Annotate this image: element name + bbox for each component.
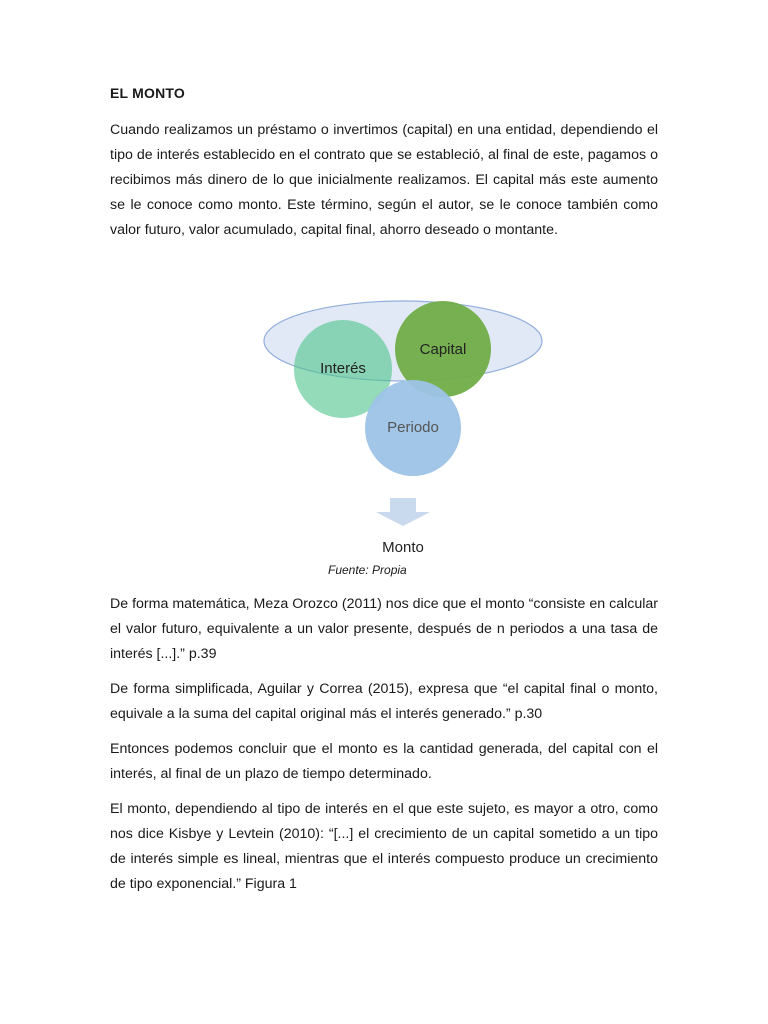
monto-diagram — [0, 290, 768, 590]
interes-label: Interés — [320, 360, 366, 377]
capital-label: Capital — [419, 341, 467, 358]
paragraph-meza: De forma matemática, Meza Orozco (2011) nos dice que el monto “consiste en calcular el valor futuro, equivalente a un valor presente, después de n periodos a una tasa de interés [...].” p.39 — [110, 596, 658, 662]
figure-caption: Fuente: Propia — [328, 563, 407, 577]
paragraph-kisbye: El monto, dependiendo al tipo de interés en el que este sujeto, es mayor a otro, como nos dice Kisbye y Levtein (2010): “[...] el crecimiento de un capital sometido a un tipo de interés simple es lineal, mientras que el interés compuesto produce un crecimiento de tipo exponencial.” Figura 1 — [110, 801, 658, 892]
monto-label: Monto — [382, 539, 424, 556]
paragraph-aguilar: De forma simplificada, Aguilar y Correa (2015), expresa que “el capital final o monto, equivale a la suma del capital original más el interés generado.” p.30 — [110, 681, 658, 722]
periodo-label: Periodo — [387, 419, 439, 436]
paragraph-conclusion: Entonces podemos concluir que el monto es la cantidad generada, del capital con el interés, al final de un plazo de tiempo determinado. — [110, 741, 658, 782]
paragraph-intro: Cuando realizamos un préstamo o invertimos (capital) en una entidad, dependiendo el tipo de interés establecido en el contrato que se estableció, al final de este, pagamos o recibimos más dinero de lo que inicialmente realizamos. El capital más este aumento se le conoce como monto. Este término, según el autor, se le conoce también como valor futuro, valor acumulado, capital final, ahorro deseado o montante. — [110, 122, 658, 238]
section-heading: EL MONTO — [110, 85, 185, 101]
down-arrow-icon — [376, 498, 430, 526]
